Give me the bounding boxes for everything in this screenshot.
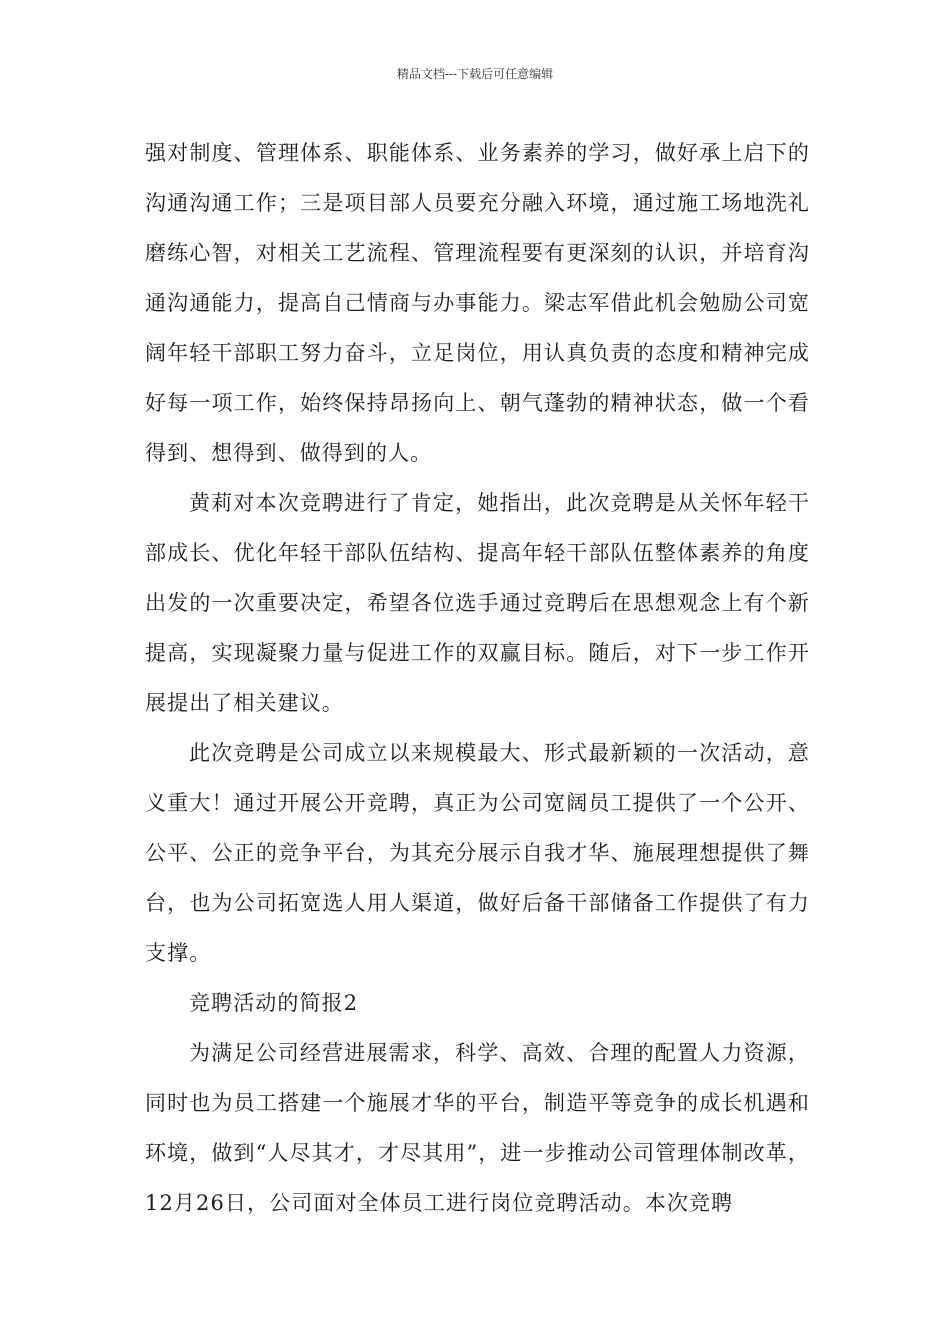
document-body bbox=[145, 128, 810, 1228]
page-header: 精品文档---下载后可任意编辑 bbox=[396, 67, 554, 81]
paragraph-purpose: 为满足公司经营进展需求，科学、高效、合理的配置人力资源，同时也为员工搭建一个施展才华的平台，制造平等竞争的成长机遇和环境，做到“人尽其才，才尽其用”，进一步推动公司管理体制改革，12月26日，公司面对全体员工进行岗位竞聘活动。本次竞聘 bbox=[145, 1041, 810, 1215]
paragraph-huangli: 黄莉对本次竞聘进行了肯定，她指出，此次竞聘是从关怀年轻干部成长、优化年轻干部队伍结构、提高年轻干部队伍整体素养的角度出发的一次重要决定，希望各位选手通过竞聘后在思想观念上有个新提高，实现凝聚力量与促进工作的双赢目标。随后，对下一步工作开展提出了相关建议。 bbox=[145, 491, 810, 715]
paragraph-significance: 此次竞聘是公司成立以来规模最大、形式最新颖的一次活动，意义重大！通过开展公开竞聘，真正为公司宽阔员工提供了一个公开、公平、公正的竞争平台，为其充分展示自我才华、施展理想提供了舞台，也为公司拓宽选人用人渠道，做好后备干部储备工作提供了有力支撑。 bbox=[145, 741, 810, 965]
section-heading: 竞聘活动的简报2 bbox=[189, 991, 359, 1015]
paragraph-continuation: 强对制度、管理体系、职能体系、业务素养的学习，做好承上启下的沟通沟通工作；三是项目部人员要充分融入环境，通过施工场地洗礼磨练心智，对相关工艺流程、管理流程要有更深刻的认识，并培育沟通沟通能力，提高自己情商与办事能力。梁志军借此机会勉励公司宽阔年轻干部职工努力奋斗，立足岗位，用认真负责的态度和精神完成好每一项工作，始终保持昂扬向上、朝气蓬勃的精神状态，做一个看得到、想得到、做得到的人。 bbox=[145, 141, 810, 465]
